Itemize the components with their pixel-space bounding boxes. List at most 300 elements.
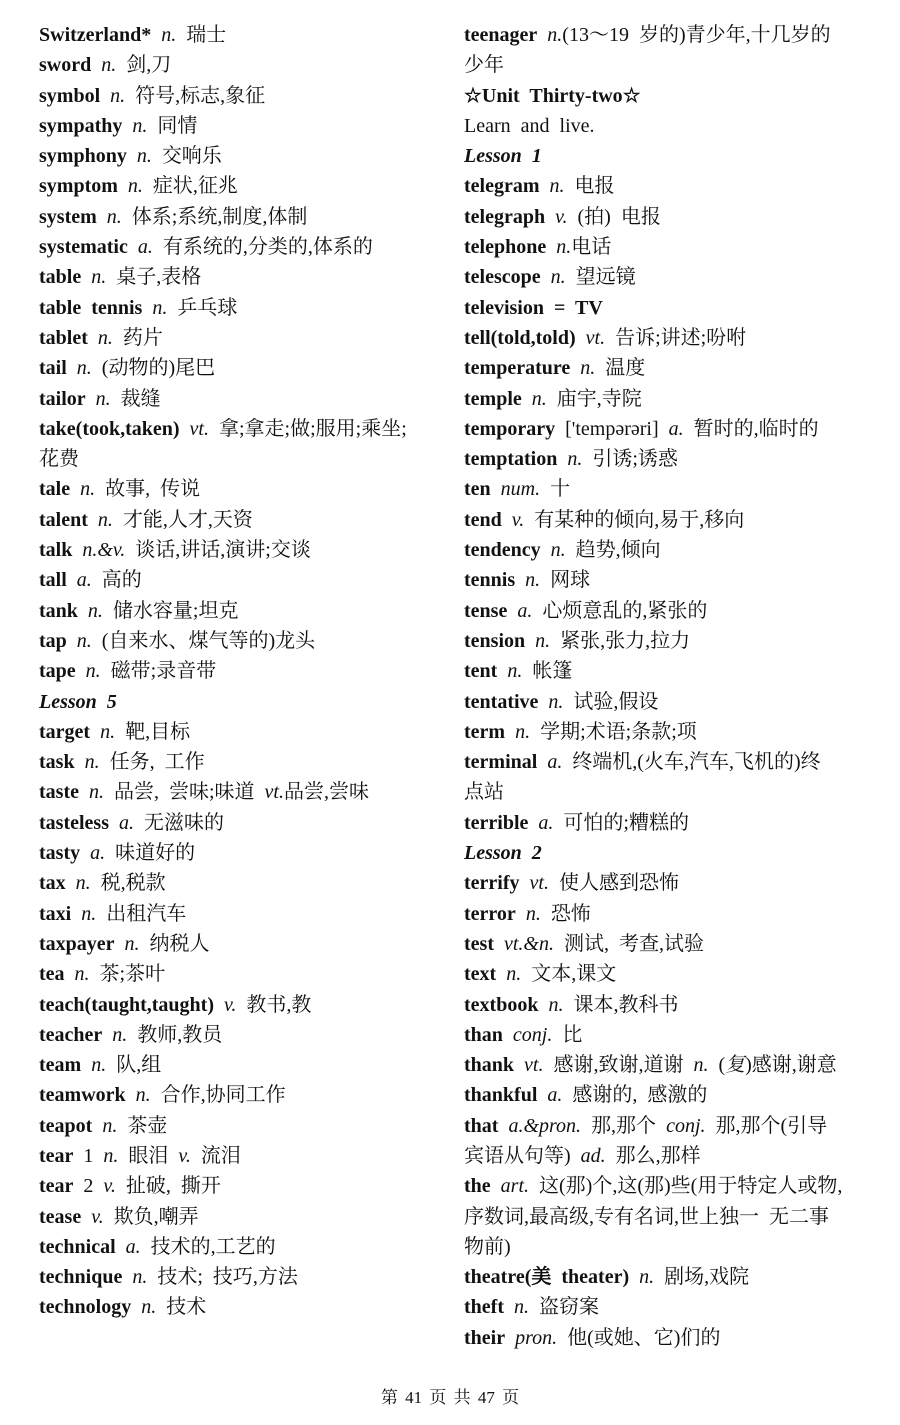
vocab-entry xyxy=(464,262,892,292)
headword: symbol xyxy=(39,84,101,107)
headword: tear xyxy=(39,1175,74,1198)
headword: tendency xyxy=(464,539,541,562)
vocab-entry xyxy=(39,384,454,414)
part-of-speech: n. xyxy=(117,175,143,198)
definition: 流泪 xyxy=(190,1144,241,1167)
lesson-heading-text: Lesson 5 xyxy=(39,690,117,713)
headword: symptom xyxy=(39,175,118,198)
vocab-entry xyxy=(39,414,454,444)
vocab-entry xyxy=(39,535,454,565)
definition: 课本,教科书 xyxy=(563,993,679,1016)
vocab-entry xyxy=(39,505,454,535)
definition: 趋势,倾向 xyxy=(565,539,661,562)
definition: 茶壶 xyxy=(117,1114,168,1137)
headword: technical xyxy=(39,1235,116,1258)
headword: task xyxy=(39,751,75,774)
definition: 这(那)个,这(那)些(用于特定人或物, xyxy=(529,1175,843,1198)
vocab-entry xyxy=(464,323,892,353)
definition: 靶,目标 xyxy=(115,720,191,743)
headword: than xyxy=(464,1023,503,1046)
definition: 储水容量;坦克 xyxy=(102,599,239,622)
definition: 品尝, 尝味;味道 xyxy=(103,781,255,804)
part-of-speech: v. xyxy=(168,1144,191,1167)
headword: tease xyxy=(39,1205,82,1228)
part-of-speech: a. xyxy=(66,569,92,592)
entry-continuation xyxy=(464,777,892,807)
part-of-speech: n. xyxy=(515,569,541,592)
vocab-entry xyxy=(39,262,454,292)
part-of-speech: n. xyxy=(503,1296,529,1319)
entry-continuation xyxy=(464,1232,892,1262)
definition: 味道好的 xyxy=(105,842,196,865)
headword: that xyxy=(464,1114,499,1137)
part-of-speech: n. xyxy=(81,1054,107,1077)
headword: tale xyxy=(39,478,71,501)
part-of-speech: n. xyxy=(102,1023,128,1046)
part-of-speech: n. xyxy=(87,326,113,349)
definition: (自来水、煤气等的)龙头 xyxy=(91,629,316,652)
definition: 故事, 传说 xyxy=(95,478,201,501)
vocab-entry xyxy=(39,1171,454,1201)
definition: 任务, 工作 xyxy=(99,751,205,774)
part-of-speech: a. xyxy=(537,751,563,774)
part-of-speech: conj. xyxy=(502,1023,553,1046)
definition: 使人感到恐怖 xyxy=(548,872,679,895)
vocab-entry xyxy=(39,323,454,353)
headword: tea xyxy=(39,963,65,986)
lesson-heading xyxy=(464,838,892,868)
definition: 无滋味的 xyxy=(133,811,224,834)
definition: 庙宇,寺院 xyxy=(546,387,642,410)
vocab-entry xyxy=(464,717,892,747)
vocab-entry xyxy=(464,535,892,565)
definition: (13～19 岁的)青少年,十几岁的 xyxy=(562,24,831,46)
vocab-entry xyxy=(39,474,454,504)
vocab-entry xyxy=(464,1262,892,1292)
unit-motto-text: Learn and live. xyxy=(464,114,595,137)
vocab-entry xyxy=(464,474,892,504)
part-of-speech: vt. xyxy=(514,1054,544,1077)
page-footer: 第 41 页 共 47 页 xyxy=(380,1388,520,1407)
vocab-entry xyxy=(39,353,454,383)
part-of-speech: n. xyxy=(537,24,563,46)
part-of-speech: n. xyxy=(91,54,117,77)
headword: teapot xyxy=(39,1114,93,1137)
part-of-speech: vt. xyxy=(179,417,209,440)
vocab-entry xyxy=(39,50,454,80)
vocab-entry xyxy=(464,353,892,383)
headword: table xyxy=(39,266,82,289)
part-of-speech: n. xyxy=(122,1266,148,1289)
headword: temptation xyxy=(464,448,558,471)
definition: (拍) 电报 xyxy=(567,205,661,228)
part-of-speech: n. xyxy=(66,357,92,380)
definition: 出租汽车 xyxy=(96,902,187,925)
vocabulary-column-second xyxy=(464,20,892,1353)
headword: television = TV xyxy=(464,296,603,319)
headword: terror xyxy=(464,902,516,925)
headword: taste xyxy=(39,781,79,804)
entry-continuation xyxy=(464,1202,892,1232)
vocab-entry xyxy=(39,777,454,807)
part-of-speech: vt.&n. xyxy=(493,932,554,955)
definition: 教师,教员 xyxy=(127,1023,223,1046)
vocab-entry xyxy=(464,444,892,474)
vocab-entry xyxy=(464,232,892,262)
vocab-entry xyxy=(39,868,454,898)
vocab-entry xyxy=(464,959,892,989)
vocab-entry xyxy=(464,1050,892,1080)
definition: 高的 xyxy=(91,569,142,592)
vocab-entry xyxy=(39,1262,454,1292)
part-of-speech: n. xyxy=(505,720,531,743)
definition: 扯破, 撕开 xyxy=(115,1175,221,1198)
headword: systematic xyxy=(39,236,128,259)
vocab-entry xyxy=(39,808,454,838)
definition: 教书,教 xyxy=(236,993,312,1016)
definition: 测试, 考查,试验 xyxy=(553,932,704,955)
vocab-entry xyxy=(464,414,892,444)
definition: 乒乓球 xyxy=(167,296,238,319)
headword: tap xyxy=(39,629,67,652)
definition: 点站 xyxy=(464,781,504,804)
headword: thankful xyxy=(464,1084,538,1107)
definition: 症状,征兆 xyxy=(142,175,238,198)
definition: 告诉;讲述;吩咐 xyxy=(605,326,747,349)
part-of-speech: conj. xyxy=(656,1114,706,1137)
vocab-entry xyxy=(39,959,454,989)
part-of-speech: a. xyxy=(528,811,554,834)
definition: 温度 xyxy=(595,357,646,380)
vocab-entry xyxy=(39,899,454,929)
part-of-speech: a. xyxy=(80,842,106,865)
part-of-speech: n. xyxy=(521,387,547,410)
vocab-entry xyxy=(39,232,454,262)
part-of-speech: a. xyxy=(658,417,684,440)
part-of-speech: v. xyxy=(545,205,568,228)
headword: taxpayer xyxy=(39,932,115,955)
unit-heading xyxy=(464,81,892,111)
headword: Switzerland* xyxy=(39,24,152,46)
part-of-speech: n. xyxy=(540,539,566,562)
definition: 茶;茶叶 xyxy=(89,963,166,986)
headword: tasteless xyxy=(39,811,109,834)
part-of-speech: n. xyxy=(85,387,111,410)
definition: 纳税人 xyxy=(139,932,210,955)
lesson-heading xyxy=(39,687,454,717)
vocab-entry xyxy=(464,202,892,232)
headword: textbook xyxy=(464,993,539,1016)
vocab-entry xyxy=(39,1050,454,1080)
unit-heading-text: ☆Unit Thirty-two☆ xyxy=(464,84,641,107)
part-of-speech: n. xyxy=(125,1084,151,1107)
vocab-entry xyxy=(464,293,892,323)
definition: 税,税款 xyxy=(90,872,166,895)
definition: 网球 xyxy=(540,569,591,592)
headword: tent xyxy=(464,660,498,683)
headword: taxi xyxy=(39,902,72,925)
headword: telescope xyxy=(464,266,541,289)
vocab-entry xyxy=(39,626,454,656)
definition: 少年 xyxy=(464,54,504,77)
part-of-speech: a. xyxy=(507,599,533,622)
definition: 比 xyxy=(552,1023,583,1046)
definition: 文本,课文 xyxy=(521,963,617,986)
definition: ( xyxy=(708,1054,726,1077)
headword: test xyxy=(464,932,494,955)
vocab-entry xyxy=(464,1292,892,1322)
definition: 电话 xyxy=(571,236,612,259)
headword: tell(told,told) xyxy=(464,326,576,349)
definition: 那,那个(引导 xyxy=(705,1114,828,1137)
part-of-speech: n. xyxy=(71,902,97,925)
definition: 学期;术语;条款;项 xyxy=(530,720,697,743)
part-of-speech: n. xyxy=(540,266,566,289)
definition: 欺负,嘲弄 xyxy=(103,1205,199,1228)
part-of-speech: n. xyxy=(683,1054,709,1077)
vocab-entry xyxy=(39,990,454,1020)
vocab-entry xyxy=(464,1111,892,1141)
definition: 品尝,尝味 xyxy=(283,781,369,804)
part-of-speech: n. xyxy=(74,751,100,774)
part-of-speech: n. xyxy=(557,448,583,471)
definition: 队,组 xyxy=(106,1054,162,1077)
headword: system xyxy=(39,205,97,228)
headword: terrify xyxy=(464,872,520,895)
headword: tense xyxy=(464,599,508,622)
part-of-speech: n. xyxy=(546,236,572,259)
headword: tennis xyxy=(464,569,516,592)
headword: tear xyxy=(39,1144,74,1167)
part-of-speech: n. xyxy=(66,629,92,652)
headword: theatre(美 theater) xyxy=(464,1266,630,1289)
definition: 望远镜 xyxy=(565,266,636,289)
definition: (动物的)尾巴 xyxy=(91,357,216,380)
part-of-speech: a. xyxy=(115,1235,141,1258)
part-of-speech: n. xyxy=(497,660,523,683)
headword: telegraph xyxy=(464,205,546,228)
headword: telephone xyxy=(464,236,547,259)
headword: text xyxy=(464,963,497,986)
headword: terminal xyxy=(464,751,538,774)
vocab-entry xyxy=(464,565,892,595)
vocab-entry xyxy=(39,747,454,777)
headword: symphony xyxy=(39,145,127,168)
definition: 他(或她、它)们的 xyxy=(557,1326,721,1349)
headword: tailor xyxy=(39,387,86,410)
headword: tall xyxy=(39,569,67,592)
definition: 合作,协同工作 xyxy=(150,1084,286,1107)
definition: 试验,假设 xyxy=(563,690,659,713)
definition: 恐怖 xyxy=(540,902,591,925)
headword: teacher xyxy=(39,1023,103,1046)
headword: tablet xyxy=(39,326,88,349)
headword: temporary xyxy=(464,417,556,440)
part-of-speech: num. xyxy=(490,478,541,501)
part-of-speech: n. xyxy=(65,872,91,895)
vocab-entry xyxy=(464,505,892,535)
definition: )感谢,谢意 xyxy=(745,1054,837,1077)
vocab-entry xyxy=(464,626,892,656)
part-of-speech: a. xyxy=(537,1084,563,1107)
definition: 可怕的;糟糕的 xyxy=(553,811,689,834)
part-of-speech: n. xyxy=(100,84,126,107)
vocab-entry xyxy=(39,1111,454,1141)
part-of-speech: n. xyxy=(131,1296,157,1319)
part-of-speech: n. xyxy=(122,114,148,137)
definition: 剑,刀 xyxy=(116,54,172,77)
part-of-speech: n.&v. xyxy=(72,539,126,562)
headword: table tennis xyxy=(39,296,143,319)
vocab-entry xyxy=(464,990,892,1020)
definition: 引诱;诱惑 xyxy=(582,448,678,471)
vocab-entry xyxy=(464,868,892,898)
part-of-speech: n. xyxy=(570,357,596,380)
definition: 谈话,讲话,演讲;交谈 xyxy=(125,539,311,562)
vocab-entry xyxy=(39,1202,454,1232)
headword: take(took,taken) xyxy=(39,417,180,440)
definition: 才能,人才,天资 xyxy=(112,508,253,531)
headword: temple xyxy=(464,387,522,410)
vocab-entry xyxy=(39,1080,454,1110)
definition: 瑞士 xyxy=(176,24,227,46)
headword: tasty xyxy=(39,842,81,865)
headword: talk xyxy=(39,539,73,562)
headword: their xyxy=(464,1326,506,1349)
vocab-entry xyxy=(39,171,454,201)
vocab-entry xyxy=(464,1020,892,1050)
vocab-entry xyxy=(464,171,892,201)
headword: term xyxy=(464,720,506,743)
definition: 有某种的倾向,易于,移向 xyxy=(524,508,745,531)
part-of-speech: n. xyxy=(70,478,96,501)
definition: 拿;拿走;做;服用;乘坐; xyxy=(208,417,407,440)
lesson-heading-text: Lesson 2 xyxy=(464,842,542,865)
definition: 帐篷 xyxy=(522,660,573,683)
headword: teach(taught,taught) xyxy=(39,993,214,1016)
vocab-entry xyxy=(464,929,892,959)
sense-number: 2 xyxy=(73,1175,94,1198)
part-of-speech: n. xyxy=(151,24,177,46)
vocabulary-column-first xyxy=(39,20,454,1323)
headword: tape xyxy=(39,660,76,683)
lesson-heading xyxy=(464,141,892,171)
definition: 有系统的,分类的,体系的 xyxy=(152,236,373,259)
part-of-speech: n. xyxy=(515,902,541,925)
part-of-speech: n. xyxy=(92,1114,118,1137)
part-of-speech: v. xyxy=(501,508,525,531)
definition: 桌子,表格 xyxy=(106,266,202,289)
vocab-entry xyxy=(39,141,454,171)
vocab-entry xyxy=(39,202,454,232)
definition: 技术的,工艺的 xyxy=(140,1235,276,1258)
headword: team xyxy=(39,1054,82,1077)
vocab-entry xyxy=(39,20,454,50)
definition: 磁带;录音带 xyxy=(100,660,217,683)
part-of-speech: n. xyxy=(114,932,140,955)
headword: talent xyxy=(39,508,88,531)
headword: tail xyxy=(39,357,67,380)
definition: 终端机,(火车,汽车,飞机的)终 xyxy=(562,751,821,774)
vocab-entry xyxy=(39,656,454,686)
part-of-speech: n. xyxy=(81,266,107,289)
part-of-speech: pron. xyxy=(505,1326,558,1349)
headword: tax xyxy=(39,872,66,895)
part-of-speech: n. xyxy=(539,175,565,198)
part-of-speech: n. xyxy=(629,1266,655,1289)
vocab-entry xyxy=(39,81,454,111)
definition: 序数词,最高级,专有名词,世上独一 无二事 xyxy=(464,1205,829,1228)
headword: teenager xyxy=(464,24,538,46)
vocab-entry xyxy=(39,1141,454,1171)
headword: target xyxy=(39,720,91,743)
part-of-speech: n. xyxy=(525,629,551,652)
definition: 感谢的, 感激的 xyxy=(562,1084,708,1107)
part-of-speech: n. xyxy=(78,781,104,804)
definition: 宾语从句等) xyxy=(464,1144,571,1167)
vocab-entry xyxy=(39,1232,454,1262)
part-of-speech: n. xyxy=(496,963,522,986)
headword: tentative xyxy=(464,690,539,713)
vocab-entry xyxy=(39,1292,454,1322)
vocab-entry xyxy=(39,929,454,959)
part-of-speech: vt. xyxy=(254,781,284,804)
definition: 裁缝 xyxy=(110,387,161,410)
vocab-entry xyxy=(39,838,454,868)
definition: 符号,标志,象征 xyxy=(125,84,266,107)
part-of-speech: n. xyxy=(538,993,564,1016)
definition: 那,那个 xyxy=(581,1114,657,1137)
headword: sword xyxy=(39,54,92,77)
headword: sympathy xyxy=(39,114,123,137)
vocab-entry xyxy=(464,747,892,777)
part-of-speech: v. xyxy=(93,1175,116,1198)
definition: 眼泪 xyxy=(118,1144,169,1167)
vocab-entry xyxy=(39,1020,454,1050)
part-of-speech: n. xyxy=(96,205,122,228)
sense-number: 1 xyxy=(73,1144,94,1167)
definition: 紧张,张力,拉力 xyxy=(550,629,691,652)
definition: 技术; 技巧,方法 xyxy=(147,1266,298,1289)
headword: thank xyxy=(464,1054,515,1077)
part-of-speech: a. xyxy=(127,236,153,259)
part-of-speech: n. xyxy=(77,599,103,622)
part-of-speech: a. xyxy=(108,811,134,834)
vocab-entry xyxy=(39,565,454,595)
definition: 交响乐 xyxy=(151,145,222,168)
vocab-entry xyxy=(39,717,454,747)
headword: teamwork xyxy=(39,1084,126,1107)
vocab-entry xyxy=(39,111,454,141)
part-of-speech: vt. xyxy=(575,326,606,349)
vocab-entry xyxy=(464,1080,892,1110)
part-of-speech: n. xyxy=(87,508,113,531)
vocab-entry xyxy=(464,384,892,414)
headword: technique xyxy=(39,1266,123,1289)
vocab-entry xyxy=(39,596,454,626)
vocab-entry xyxy=(464,808,892,838)
part-of-speech: 复 xyxy=(725,1054,746,1077)
definition: 同情 xyxy=(147,114,198,137)
definition: 感谢,致谢,道谢 xyxy=(543,1054,684,1077)
entry-continuation xyxy=(464,1141,892,1171)
part-of-speech: v. xyxy=(81,1205,104,1228)
part-of-speech: v. xyxy=(214,993,237,1016)
part-of-speech: n. xyxy=(64,963,90,986)
vocab-entry xyxy=(464,899,892,929)
entry-continuation xyxy=(39,444,454,474)
unit-motto xyxy=(464,111,892,141)
